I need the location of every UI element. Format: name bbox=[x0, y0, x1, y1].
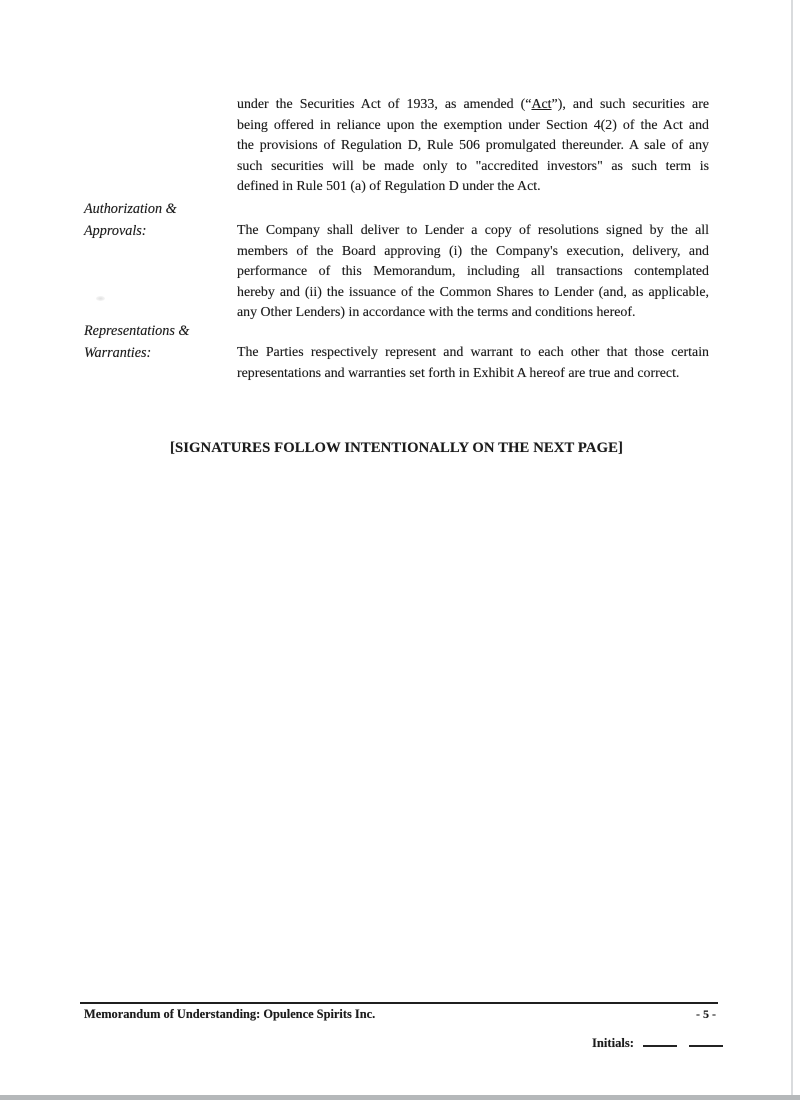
intro-paragraph bbox=[237, 95, 709, 198]
footer bbox=[84, 1007, 716, 1022]
right-scan-edge bbox=[791, 0, 793, 1100]
intro-lines: being offered in reliance upon the exemption under Section 4(2) of the Act and the provisions of Regulation D, Rule 506 promulgated thereunder. A sale of any such securities will be made only to "accredited investors" as such term is defined in Rule 501 (a) of Regulation D under the Act. bbox=[237, 117, 709, 195]
section-label-line1: Authorization & bbox=[84, 201, 177, 217]
intro-line1-post: ”), and such securities are bbox=[551, 97, 709, 112]
section-label-line1: Representations & bbox=[84, 323, 190, 339]
section-body-representations-warranties bbox=[237, 343, 709, 384]
bottom-scan-edge bbox=[0, 1095, 800, 1100]
footer-document-title: Memorandum of Understanding: Opulence Spirits Inc. bbox=[84, 1007, 376, 1021]
section-label-line2: Approvals: bbox=[84, 222, 147, 239]
section-label-representations-warranties bbox=[84, 321, 236, 365]
intro-line-1 bbox=[237, 95, 709, 116]
initials-label: Initials: bbox=[592, 1036, 634, 1050]
page-number: - 5 - bbox=[696, 1007, 716, 1021]
section-label-line2: Warranties: bbox=[84, 344, 152, 361]
initials-blank-2 bbox=[689, 1034, 723, 1047]
signatures-notice: [SIGNATURES FOLLOW INTENTIONALLY ON THE NEXT PAGE] bbox=[169, 440, 624, 456]
section-body-authorization-approvals bbox=[237, 221, 709, 324]
scan-smudge-artifact bbox=[96, 296, 105, 301]
initials-line bbox=[592, 1034, 723, 1051]
defined-term-act: Act bbox=[531, 97, 552, 112]
section-label-authorization-approvals bbox=[84, 199, 236, 243]
section-body-lines: The Company shall deliver to Lender a copy of resolutions signed by the all members of the Board approving (i) the Company's execution, delivery, and performance of this Memorandum, including all transactions contemplated hereby and (ii) the issuance of the Common Shares to Lender (and, as applicable, any Other Lenders) in accordance with the terms and conditions hereof. bbox=[237, 223, 709, 321]
initials-blank-1 bbox=[643, 1034, 677, 1047]
intro-line1-pre: under the Securities Act of 1933, as amended (“ bbox=[237, 97, 532, 112]
footer-divider bbox=[80, 1002, 718, 1004]
section-body-lines: The Parties respectively represent and warrant to each other that those certain representations and warranties set forth in Exhibit A hereof are true and correct. bbox=[237, 345, 709, 381]
